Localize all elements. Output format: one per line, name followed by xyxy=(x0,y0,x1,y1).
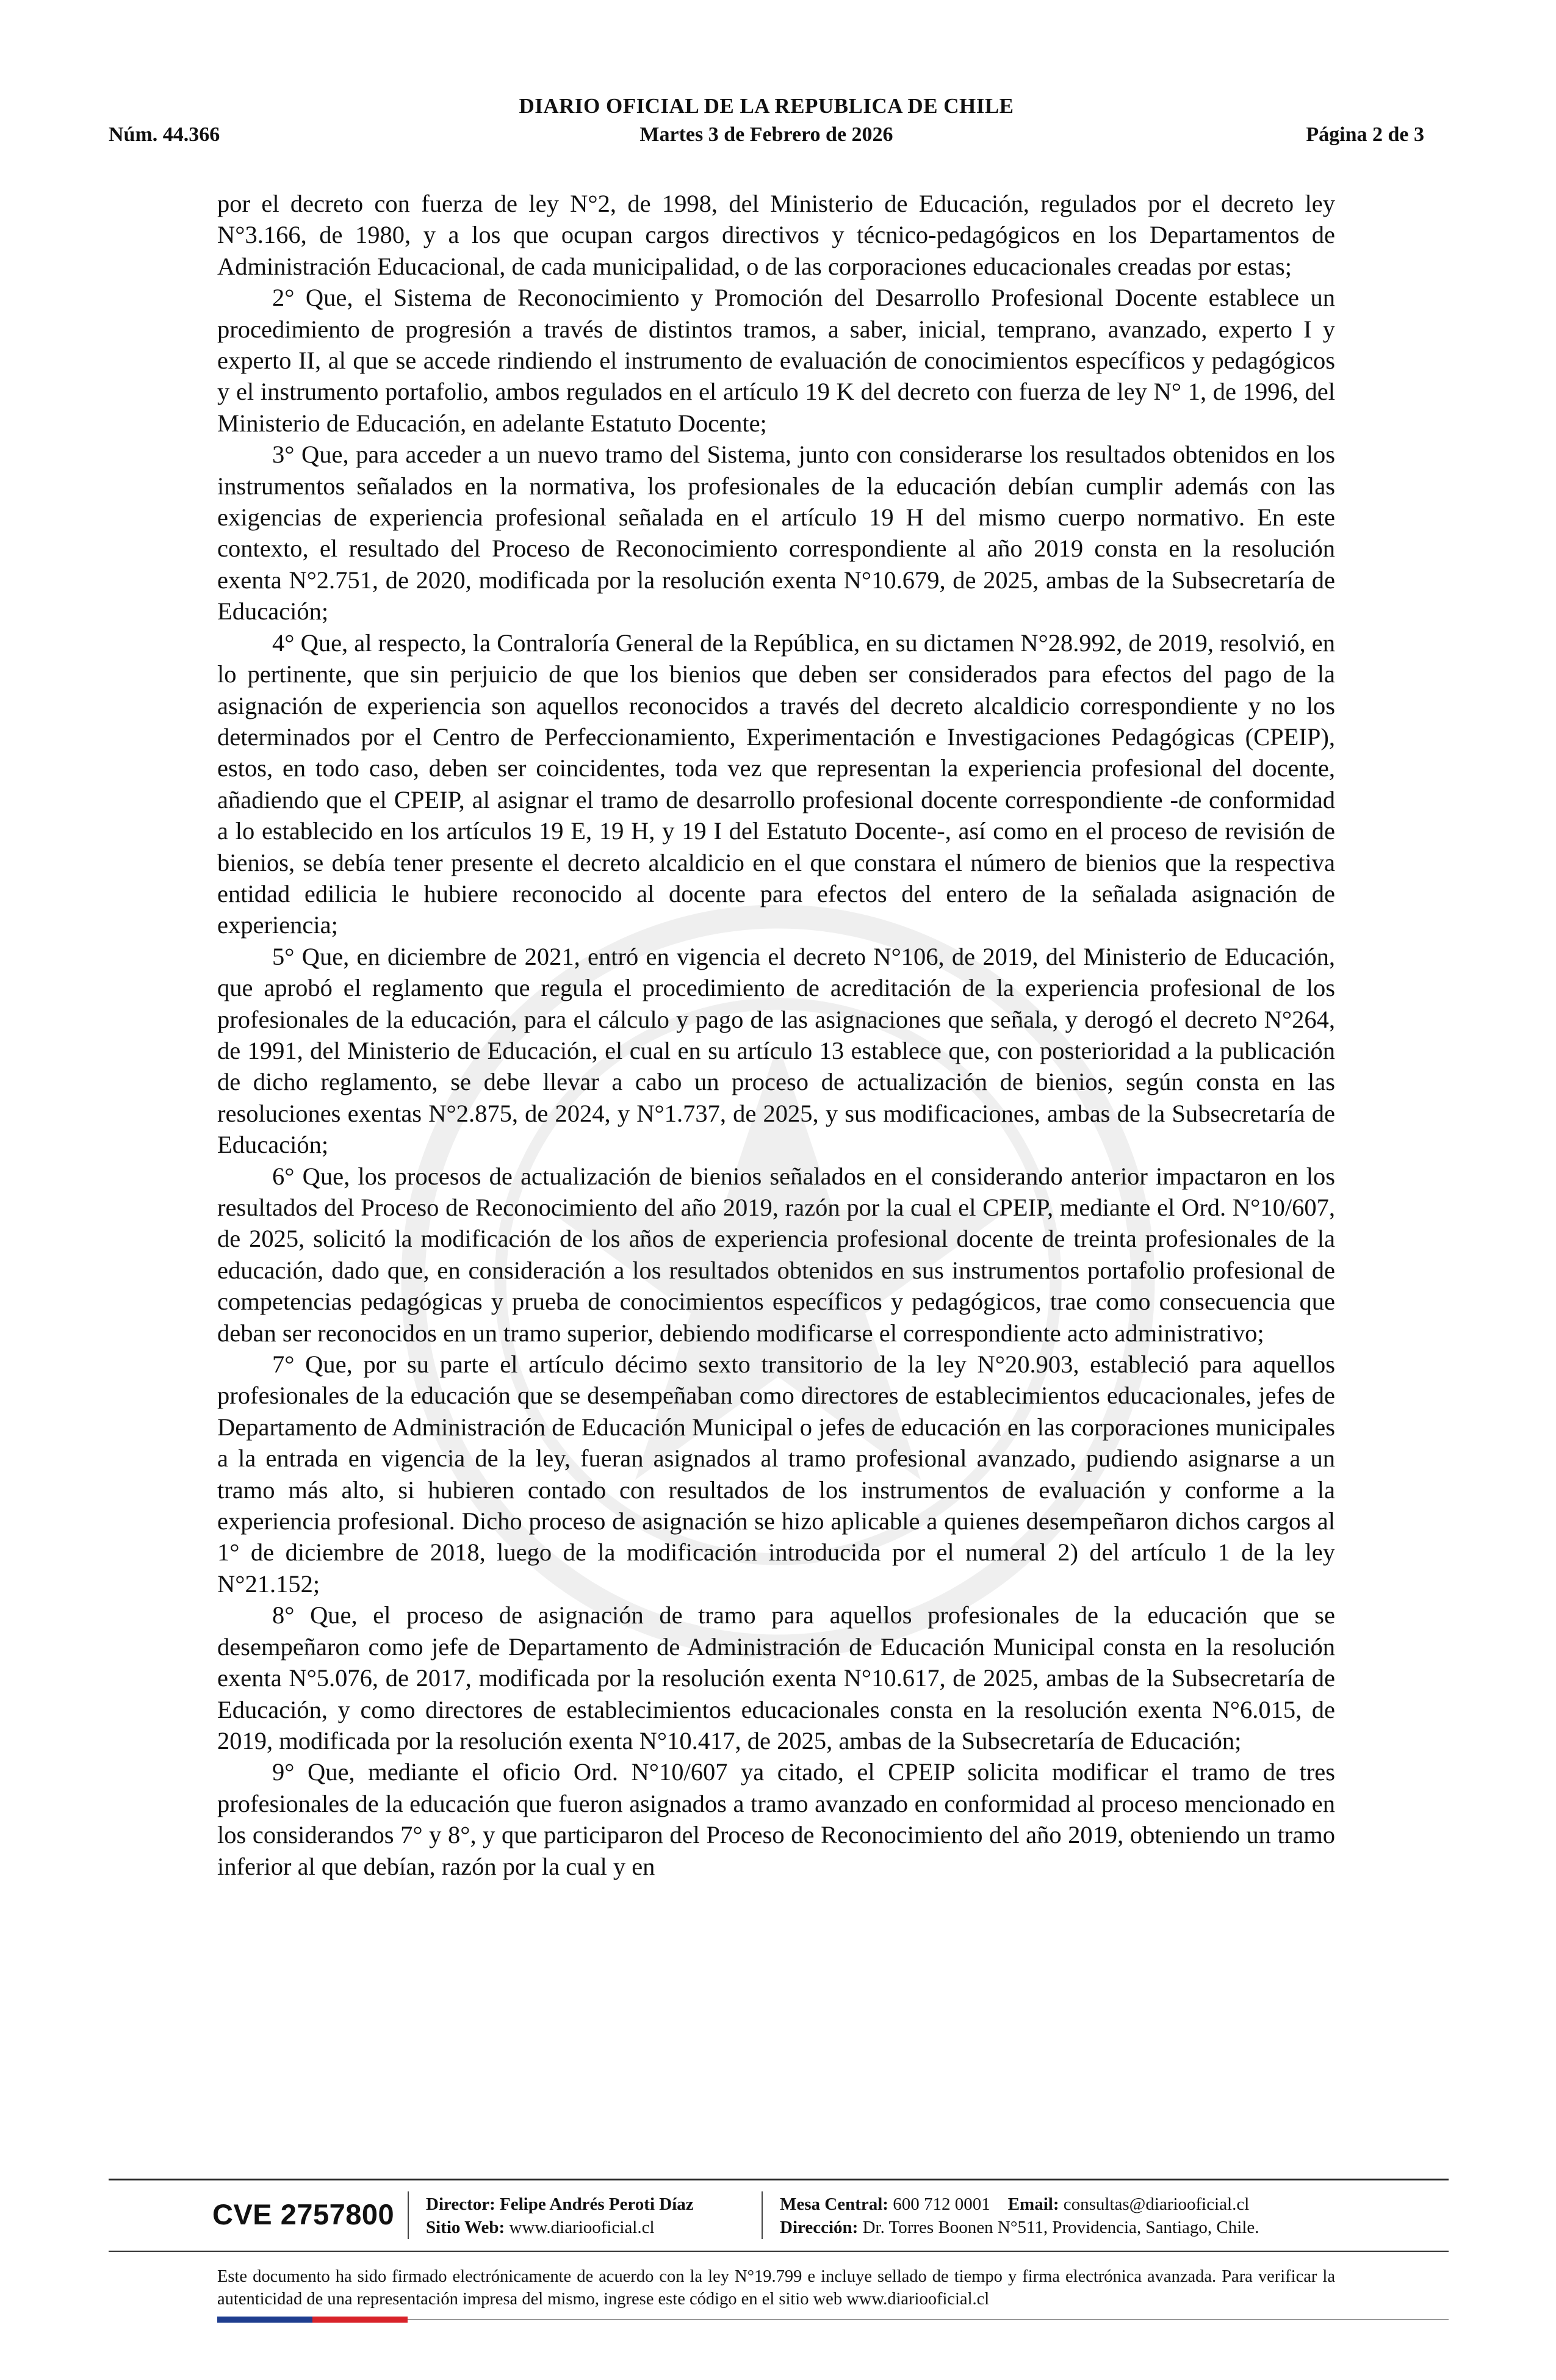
paragraph-considerando-9: 9° Que, mediante el oficio Ord. N°10/607 ya citado, el CPEIP solicita modificar el tramo de tres profesionales de la educación que fueron asignados a tramo avanzado en conformidad al proceso mencionado en los considerandos 7° y 8°, y que participaron del Proceso de Reconocimiento del año 2019, obteniendo un tramo inferior al que debían, razón por la cual y en xyxy=(217,1758,1335,1880)
paragraph-considerando-5: 5° Que, en diciembre de 2021, entró en vigencia el decreto N°106, de 2019, del Ministerio de Educación, que aprobó el reglamento que regula el procedimiento de acreditación de la experiencia profesional de los profesionales de la educación, para el cálculo y pago de las asignaciones que señala, y derogó el decreto N°264, de 1991, del Ministerio de Educación, el cual en su artículo 13 establece que, con posterioridad a la publicación de dicho reglamento, se debe llevar a cabo un proceso de actualización de bienios, según consta en las resoluciones exentas N°2.875, de 2024, y N°1.737, de 2025, y sus modificaciones, ambas de la Subsecretaría de Educación; xyxy=(217,942,1335,1159)
email-link[interactable]: consultas@diariooficial.cl xyxy=(1063,2194,1250,2214)
cve-code: CVE 2757800 xyxy=(212,2198,395,2230)
paragraph-considerando-6: 6° Que, los procesos de actualización de bienios señalados en el considerando anterior impactaron en los resultados del Proceso de Reconocimiento del año 2019, razón por la cual el CPEIP, mediante el Ord. N°10/607, de 2025, solicitó la modificación de los años de experiencia profesional docente de treinta profesionales de la educación, dado que, en consideración a los resultados obtenidos en sus instrumentos portafolio profesional de competencias pedagógicas y prueba de conocimientos específicos y pedagógicos, trae como consecuencia que deban ser reconocidos en un tramo superior, debiendo modificarse el correspondiente acto administrativo; xyxy=(217,1162,1335,1347)
address-label: Dirección: xyxy=(780,2218,859,2237)
issue-date: Martes 3 de Febrero de 2026 xyxy=(639,123,893,146)
footer-divider xyxy=(109,2251,1449,2252)
flag-red-segment xyxy=(312,2317,408,2323)
document-body xyxy=(217,188,1335,1882)
footer-contact-column xyxy=(780,2193,1259,2239)
chile-flag-stripe xyxy=(217,2317,408,2323)
footer-info xyxy=(109,2180,1449,2249)
paragraph-considerando-8: 8° Que, el proceso de asignación de tramo para aquellos profesionales de la educación que se desempeñaron como jefe de Departamento de Administración de Educación Municipal consta en la resolución exenta N°5.076, de 2017, modificada por la resolución exenta N°10.617, de 2025, ambas de la Subsecretaría de Educación, y como directores de establecimientos educacionales consta en la resolución exenta N°6.015, de 2019, modificada por la resolución exenta N°10.417, de 2025, ambas de la Subsecretaría de Educación; xyxy=(217,1601,1335,1754)
page-number: Página 2 de 3 xyxy=(1306,123,1424,146)
footer-divider xyxy=(408,2319,1449,2320)
paragraph-considerando-4: 4° Que, al respecto, la Contraloría General de la República, en su dictamen N°28.992, de 2019, resolvió, en lo pertinente, que sin perjuicio de que los bienios que deben ser considerados para efectos del pago de la asignación de experiencia son aquellos reconocidos a través del decreto alcaldicio correspondiente y no los determinados por el Centro de Perfeccionamiento, Experimentación e Investigaciones Pedagógicas (CPEIP), estos, en todo caso, deben ser coincidentes, toda vez que representan la experiencia profesional del docente, añadiendo que el CPEIP, al asignar el tramo de desarrollo profesional docente correspondiente -de conformidad a lo establecido en los artículos 19 E, 19 H, y 19 I del Estatuto Docente-, así como en el proceso de revisión de bienios, se debía tener presente el decreto alcaldicio en el que constara el número de bienios que la respectiva entidad edilicia le hubiere reconocido al docente para efectos del entero de la señalada asignación de experiencia; xyxy=(217,629,1335,939)
director-label: Director: xyxy=(426,2194,495,2214)
director-name: Felipe Andrés Peroti Díaz xyxy=(500,2194,694,2214)
page-header xyxy=(109,92,1424,153)
paragraph-continuation: por el decreto con fuerza de ley N°2, de 1998, del Ministerio de Educación, regulados por el decreto ley N°3.166, de 1980, y a los que ocupan cargos directivos y técnico-pedagógicos en los Departamentos de Administración Educacional, de cada municipalidad, o de las corporaciones educacionales creadas por estas; xyxy=(217,190,1335,280)
paragraph-considerando-7: 7° Que, por su parte el artículo décimo sexto transitorio de la ley N°20.903, estableció para aquellos profesionales de la educación que se desempeñaban como directores de establecimientos educacionales, jefes de Departamento de Administración de Educación Municipal o jefes de educación en las corporaciones municipales a la entrada en vigencia de la ley, fueran asignados al tramo profesional avanzado, pudiendo asignarse a un tramo más alto, si hubieren contado con resultados de los instrumentos de evaluación y conforme a la experiencia profesional. Dicho proceso de asignación se hizo aplicable a quienes desempeñaron dichos cargos al 1° de diciembre de 2018, luego de la modificación introducida por el numeral 2) del artículo 1 de la ley N°21.152; xyxy=(217,1350,1335,1598)
flag-blue-segment xyxy=(217,2317,312,2323)
paragraph-considerando-2: 2° Que, el Sistema de Reconocimiento y Promoción del Desarrollo Profesional Docente establece un procedimiento de progresión a través de distintos tramos, a saber, inicial, temprano, avanzado, experto I y experto II, al que se accede rindiendo el instrumento de evaluación de conocimientos específicos y pedagógicos y el instrumento portafolio, ambos regulados en el artículo 19 K del decreto con fuerza de ley N° 1, de 1996, del Ministerio de Educación, en adelante Estatuto Docente; xyxy=(217,284,1335,437)
website-label: Sitio Web: xyxy=(426,2218,505,2237)
paragraph-considerando-3: 3° Que, para acceder a un nuevo tramo del Sistema, junto con considerarse los resultados obtenidos en los instrumentos señalados en la normativa, los profesionales de la educación debían cumplir además con las exigencias de experiencia profesional señalada en el artículo 19 H del mismo cuerpo normativo. En este contexto, el resultado del Proceso de Reconocimiento correspondiente al año 2019 consta en la resolución exenta N°2.751, de 2020, modificada por la resolución exenta N°10.679, de 2025, ambas de la Subsecretaría de Educación; xyxy=(217,441,1335,626)
phone-number: 600 712 0001 xyxy=(893,2194,990,2214)
phone-label: Mesa Central: xyxy=(780,2194,888,2214)
issue-number: Núm. 44.366 xyxy=(109,123,220,146)
email-label: Email: xyxy=(1007,2194,1059,2214)
footer-separator xyxy=(408,2191,409,2239)
footer-director-column xyxy=(426,2193,694,2239)
website-link[interactable]: www.diariooficial.cl xyxy=(509,2218,655,2237)
newspaper-title: DIARIO OFICIAL DE LA REPUBLICA DE CHILE xyxy=(519,94,1014,118)
footer-separator xyxy=(762,2191,763,2239)
address: Dr. Torres Boonen N°511, Providencia, Santiago, Chile. xyxy=(862,2218,1259,2237)
electronic-signature-disclaimer: Este documento ha sido firmado electrónicamente de acuerdo con la ley N°19.799 e incluye sellado de tiempo y firma electrónica avanzada. Para verificar la autenticidad de una representación impresa del mismo, ingrese este código en el sitio web www.diariooficial.cl xyxy=(217,2267,1335,2309)
